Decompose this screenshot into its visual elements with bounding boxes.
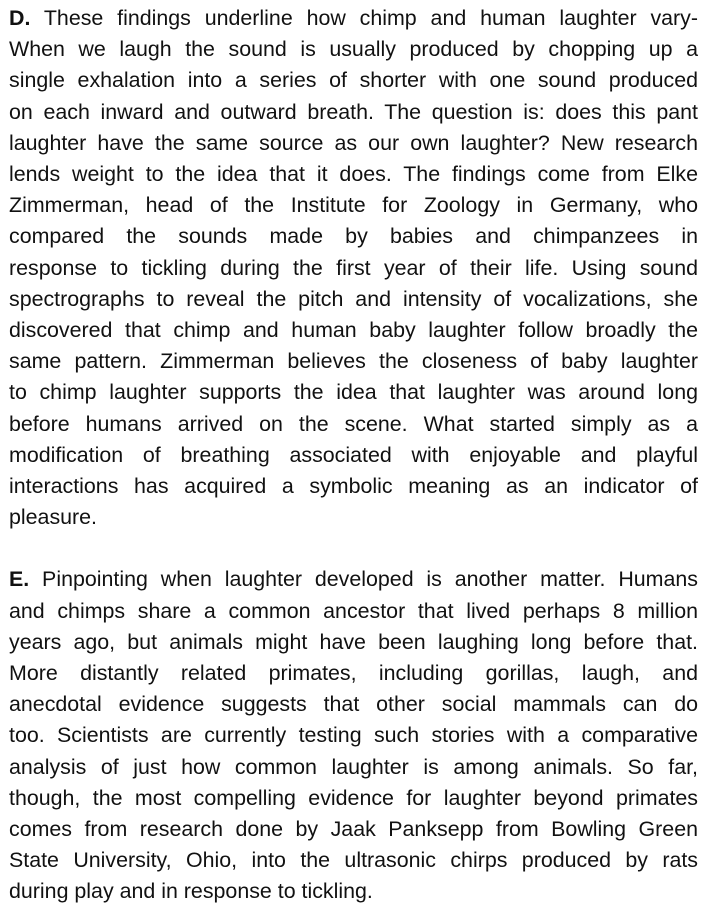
text-line: to chimp laughter supports the idea that laughter was around long <box>9 380 698 405</box>
text-line: When we laugh the sound is usually produced by chopping up a <box>9 37 698 62</box>
text-line: Zimmerman, head of the Institute for Zoology in Germany, who <box>9 193 698 218</box>
text-line: before humans arrived on the scene. What started simply as a <box>9 411 698 436</box>
paragraph-label-e: E. <box>9 567 30 592</box>
text-line: on each inward and outward breath. The question is: does this pant <box>9 99 698 124</box>
document-page <box>9 3 698 908</box>
text-line: too. Scientists are currently testing such stories with a comparative <box>9 723 698 748</box>
text-line: and chimps share a common ancestor that lived perhaps 8 million <box>9 598 698 623</box>
text-line: years ago, but animals might have been laughing long before that. <box>9 629 698 654</box>
text-line: during play and in response to tickling. <box>9 879 373 904</box>
text-line: spectrographs to reveal the pitch and intensity of vocalizations, she <box>9 286 698 311</box>
text-line: though, the most compelling evidence for laughter beyond primates <box>9 785 698 810</box>
paragraph-spacer <box>9 533 698 564</box>
text-line: pleasure. <box>9 505 97 530</box>
text-line: analysis of just how common laughter is among animals. So far, <box>9 754 698 779</box>
paragraph-d <box>9 3 698 533</box>
text-line: same pattern. Zimmerman believes the closeness of baby laughter <box>9 349 698 374</box>
text-line: laughter have the same source as our own laughter? New research <box>9 130 698 155</box>
text-line: compared the sounds made by babies and chimpanzees in <box>9 224 698 249</box>
text-line: modification of breathing associated with enjoyable and playful <box>9 442 698 467</box>
text-line: comes from research done by Jaak Panksepp from Bowling Green <box>9 817 698 842</box>
text-line: response to tickling during the first year of their life. Using sound <box>9 255 698 280</box>
text-line: D. These findings underline how chimp and human laughter vary- <box>9 6 698 30</box>
text-line: discovered that chimp and human baby laughter follow broadly the <box>9 318 698 343</box>
text-line: More distantly related primates, including gorillas, laugh, and <box>9 661 698 686</box>
text-line: single exhalation into a series of shorter with one sound produced <box>9 68 698 93</box>
text-line: E. Pinpointing when laughter developed is another matter. Humans <box>9 567 698 592</box>
text-line: anecdotal evidence suggests that other social mammals can do <box>9 692 698 717</box>
paragraph-label-d: D. <box>9 6 31 30</box>
text-line: lends weight to the idea that it does. The findings come from Elke <box>9 162 698 187</box>
text-line: State University, Ohio, into the ultrasonic chirps produced by rats <box>9 848 698 873</box>
paragraph-e <box>9 564 698 907</box>
text-line: interactions has acquired a symbolic meaning as an indicator of <box>9 474 698 499</box>
